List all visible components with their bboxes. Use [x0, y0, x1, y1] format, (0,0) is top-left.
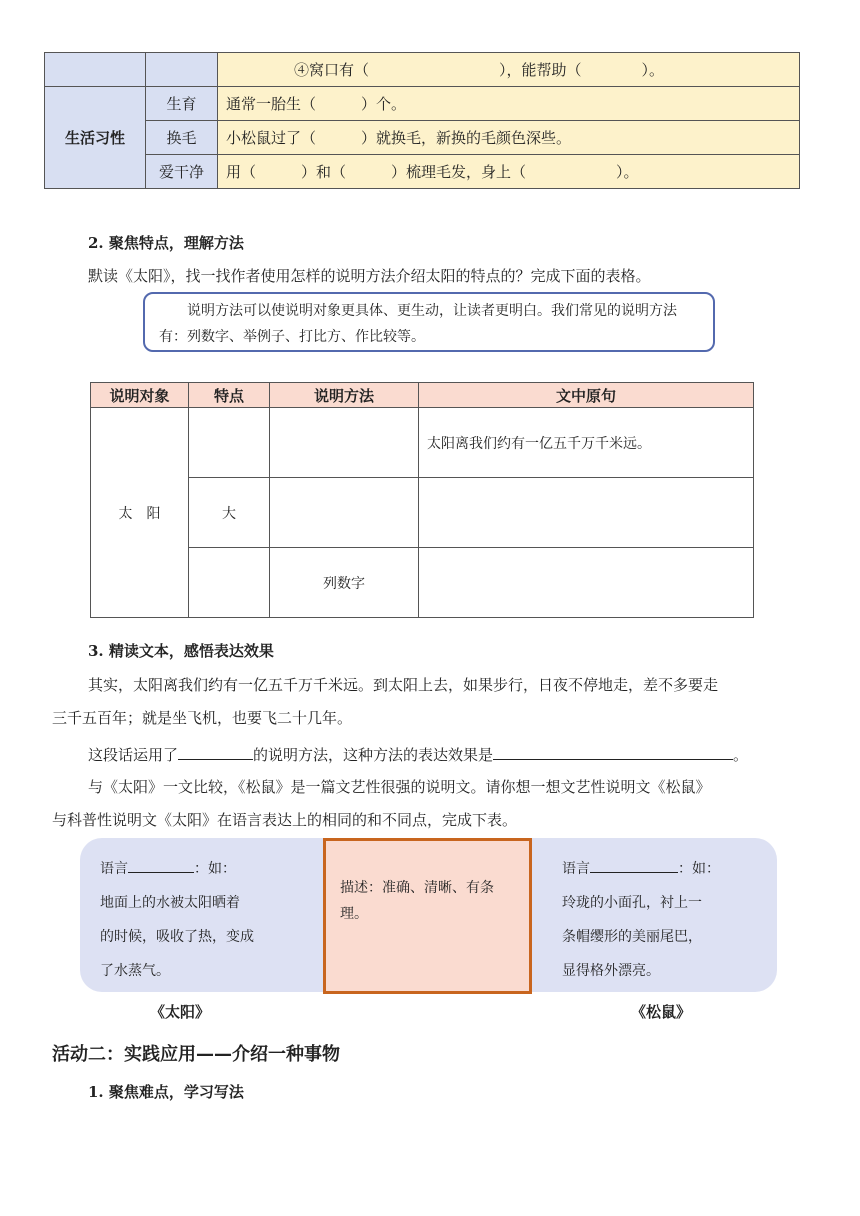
- table-row: [91, 408, 754, 478]
- subject-cell: 太 阳: [91, 408, 189, 618]
- table-row: [45, 155, 800, 189]
- table-cell: [45, 53, 146, 87]
- method-cell: 列数字: [270, 548, 419, 618]
- left-column: [100, 852, 254, 988]
- row-text: ④窝口有（: [294, 61, 370, 79]
- table-row: [45, 121, 800, 155]
- section-heading: 1. 聚焦难点，学习写法: [88, 1083, 244, 1101]
- row-text: ）。: [641, 61, 665, 79]
- instruction-text: 默读《太阳》，找一找作者使用怎样的说明方法介绍太阳的特点的？完成下面的表格。: [88, 267, 651, 285]
- category-cell: 生活习性: [45, 87, 146, 189]
- compare-line: 与《太阳》一文比较，《松鼠》是一篇文艺性很强的说明文。请你想一想文艺性说明文《松鼠》: [88, 778, 711, 796]
- row-text: 小松鼠过了（ ）就换毛，新换的毛颜色深些。: [218, 121, 800, 155]
- row-text: 通常一胎生（ ）个。: [218, 87, 800, 121]
- fill-text: 这段话运用了: [88, 746, 179, 764]
- example-line: 地面上的水被太阳晒着: [100, 895, 240, 911]
- caption-squirrel: 《松鼠》: [631, 1003, 692, 1021]
- language-label: 语言: [562, 861, 590, 877]
- answer-blank[interactable]: [590, 856, 678, 873]
- table-cell: [218, 53, 800, 87]
- example-line: 的时候，吸收了热，变成: [100, 929, 254, 945]
- right-column: [562, 852, 720, 988]
- table-cell: [146, 53, 218, 87]
- example-line: 条帽缨形的美丽尾巴，: [562, 929, 702, 945]
- language-label: ：如：: [194, 861, 236, 877]
- sentence-cell: 太阳离我们约有一亿五千万千米远。: [419, 408, 754, 478]
- tip-box: [143, 292, 715, 352]
- answer-blank[interactable]: [493, 743, 733, 760]
- compare-line: 与科普性说明文《太阳》在语言表达上的相同的和不同点，完成下表。: [52, 811, 518, 829]
- common-description-box: [323, 838, 532, 994]
- tip-text: 说明方法可以使说明对象更具体、更生动，让读者更明白。我们常见的说明方法有：列数字、举例子、打比方、作比较等。: [159, 303, 677, 345]
- row-label: 生育: [146, 87, 218, 121]
- column-header: 说明对象: [91, 383, 189, 408]
- language-label: ：如：: [678, 861, 720, 877]
- fill-text: 。: [733, 746, 749, 764]
- description-text: 描述：准确、清晰、有条理。: [340, 880, 494, 922]
- table-cell: [419, 478, 754, 548]
- row-text: ），能帮助（: [499, 61, 582, 79]
- activity-heading: 活动二：实践应用——介绍一种事物: [52, 1044, 340, 1065]
- example-line: 显得格外漂亮。: [562, 963, 660, 979]
- table-cell: [419, 548, 754, 618]
- fill-in-sentence: [88, 743, 748, 765]
- column-header: 特点: [189, 383, 270, 408]
- answer-blank[interactable]: [178, 743, 253, 760]
- column-header: 说明方法: [270, 383, 419, 408]
- row-label: 换毛: [146, 121, 218, 155]
- caption-sun: 《太阳》: [150, 1003, 211, 1021]
- section-heading: 3. 精读文本，感悟表达效果: [88, 642, 274, 660]
- row-text: 用（ ）和（ ）梳理毛发，身上（ ）。: [218, 155, 800, 189]
- feature-cell: 大: [189, 478, 270, 548]
- passage-line: 三千五百年；就是坐飞机，也要飞二十几年。: [52, 709, 353, 727]
- table-cell: [189, 548, 270, 618]
- row-label: 爱干净: [146, 155, 218, 189]
- table-cell: [270, 408, 419, 478]
- answer-blank[interactable]: [128, 856, 194, 873]
- table-row: [45, 53, 800, 87]
- table-row: [91, 478, 754, 548]
- table-row: [91, 548, 754, 618]
- section-heading: 2. 聚焦特点，理解方法: [88, 234, 244, 252]
- table-header-row: [91, 383, 754, 408]
- table-row: [45, 87, 800, 121]
- sun-method-table: [90, 382, 754, 618]
- example-line: 了水蒸气。: [100, 963, 170, 979]
- example-line: 玲珑的小面孔，衬上一: [562, 895, 702, 911]
- passage-line: 其实，太阳离我们约有一亿五千万千米远。到太阳上去，如果步行，日夜不停地走，差不多要走: [88, 676, 719, 694]
- table-cell: [189, 408, 270, 478]
- language-label: 语言: [100, 861, 128, 877]
- table-cell: [270, 478, 419, 548]
- fill-text: 的说明方法，这种方法的表达效果是: [253, 746, 494, 764]
- column-header: 文中原句: [419, 383, 754, 408]
- habits-table: [44, 52, 800, 189]
